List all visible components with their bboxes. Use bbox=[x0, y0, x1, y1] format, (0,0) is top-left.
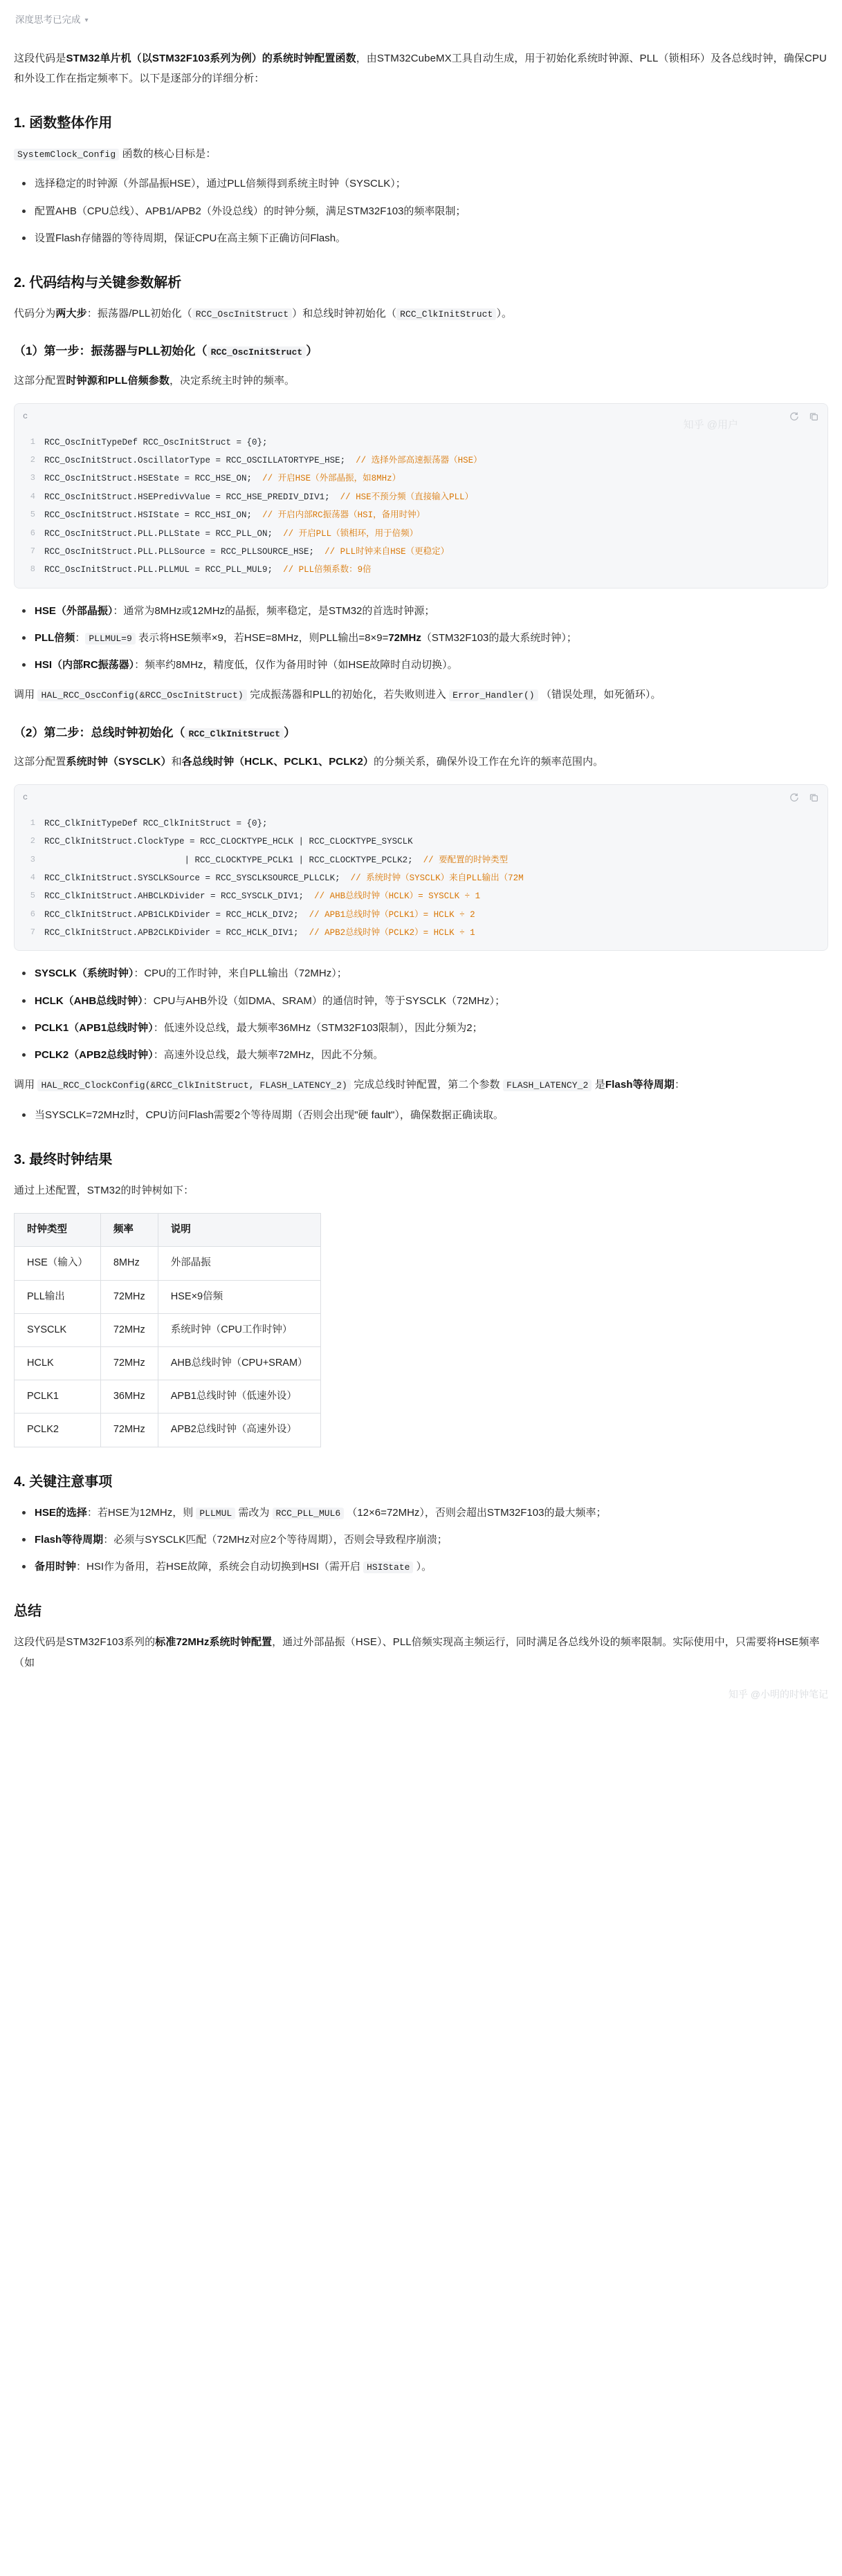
code-text: RCC_ClkInitStruct.APB2CLKDivider = RCC_HCLK_DIV1; bbox=[44, 928, 299, 938]
cell-frequency: 36MHz bbox=[100, 1380, 158, 1414]
func-name-code: SystemClock_Config bbox=[14, 149, 119, 160]
step2-title-code: RCC_ClkInitStruct bbox=[185, 728, 284, 740]
code-line bbox=[15, 470, 827, 488]
after-a: 调用 bbox=[14, 689, 35, 701]
line-source bbox=[44, 833, 827, 851]
code-text: RCC_ClkInitStruct.AHBCLKDivider = RCC_SYSCLK_DIV1; bbox=[44, 891, 304, 902]
s2-lead-d: ）和总线时钟初始化（ bbox=[292, 308, 397, 320]
code-block-body bbox=[15, 429, 827, 588]
step2-desc-a: 这部分配置 bbox=[14, 755, 66, 768]
col-header-frequency: 频率 bbox=[100, 1214, 158, 1247]
code-comment: // 要配置的时钟类型 bbox=[423, 855, 509, 865]
code-line bbox=[15, 506, 827, 524]
line-source bbox=[44, 815, 827, 833]
code-text: RCC_OscInitStruct.HSIState = RCC_HSI_ON; bbox=[44, 510, 253, 521]
cell-description: 外部晶振 bbox=[158, 1247, 320, 1280]
pllmul-code: PLLMUL bbox=[196, 1508, 235, 1519]
code-line bbox=[15, 488, 827, 506]
table-row bbox=[15, 1280, 321, 1313]
footer-watermark: 知乎 @小明的时钟笔记 bbox=[728, 1688, 828, 1700]
summary-paragraph bbox=[14, 1632, 828, 1673]
step1-desc-a: 这部分配置 bbox=[14, 374, 66, 387]
list-item bbox=[32, 174, 828, 194]
list-item-bold: HSI（内部RC振荡器） bbox=[35, 659, 135, 671]
clk-struct-code: RCC_ClkInitStruct bbox=[396, 308, 496, 320]
step2-desc-d: 各总线时钟（HCLK、PCLK1、PCLK2） bbox=[181, 755, 374, 768]
col-header-description: 说明 bbox=[158, 1214, 320, 1247]
line-source bbox=[44, 869, 827, 887]
code-text: RCC_OscInitStruct.PLL.PLLState = RCC_PLL_ON; bbox=[44, 528, 273, 539]
flash-latency-note-list bbox=[14, 1105, 828, 1125]
list-item-text: ：CPU与AHB外设（如DMA、SRAM）的通信时钟，等于SYSCLK（72MHz）； bbox=[143, 994, 506, 1007]
code-comment: // APB2总线时钟（PCLK2）= HCLK ÷ 1 bbox=[309, 928, 475, 938]
code-text: RCC_OscInitStruct.HSEState = RCC_HSE_ON; bbox=[44, 474, 253, 484]
line-source bbox=[44, 887, 827, 905]
code-line bbox=[15, 561, 827, 579]
line-number: 4 bbox=[30, 491, 35, 501]
cell-clock-type: PCLK1 bbox=[15, 1380, 101, 1414]
step2-desc-e: 的分频关系，确保外设工作在允许的频率范围内。 bbox=[373, 755, 604, 768]
step1-title-a: （1）第一步：振荡器与PLL初始化（ bbox=[14, 344, 208, 358]
list-item-text-c: （12×6=72MHz），否则会超出STM32F103的最大频率； bbox=[347, 1506, 607, 1519]
line-number: 3 bbox=[30, 854, 35, 864]
list-item-text: ：通常为8MHz或12MHz的晶振，频率稳定，是STM32的首选时钟源； bbox=[113, 604, 435, 617]
summary-c: ，通过外部晶振（HSE）、PLL倍频实现高主频运行，同时满足各总线外设的频率限制。实际使用中，只需要将HSE频率（如 bbox=[14, 1636, 820, 1669]
chevron-down-icon[interactable]: ▾ bbox=[84, 17, 89, 25]
table-row bbox=[15, 1247, 321, 1280]
line-number: 5 bbox=[30, 510, 35, 520]
hal-clock-config-code: HAL_RCC_ClockConfig(&RCC_ClkInitStruct, FLASH_LATENCY_2) bbox=[37, 1079, 350, 1091]
code-text: RCC_ClkInitStruct.APB1CLKDivider = RCC_HCLK_DIV2; bbox=[44, 909, 299, 920]
step2-desc bbox=[14, 752, 828, 772]
line-number: 2 bbox=[30, 455, 35, 465]
s2-lead-b: 两大步 bbox=[55, 308, 87, 320]
line-source bbox=[44, 851, 827, 869]
list-item-bold: HSE（外部晶振） bbox=[35, 604, 113, 617]
list-item bbox=[32, 1503, 828, 1523]
cell-frequency: 8MHz bbox=[100, 1247, 158, 1280]
step1-bullet-list bbox=[14, 601, 828, 676]
line-number: 1 bbox=[30, 436, 35, 447]
code-line bbox=[15, 452, 827, 470]
cell-frequency: 72MHz bbox=[100, 1313, 158, 1346]
thinking-label: 深度思考已完成 bbox=[15, 15, 81, 25]
intro-text-c: ，由STM32CubeMX工具自动生成，用于初始化系统时钟源、PLL（锁相环）及各总线时钟，确保CPU和外设工作在指定频率下。以下是逐部分的详细分析： bbox=[14, 52, 827, 84]
step1-desc bbox=[14, 371, 828, 391]
list-item-text-a: ：必须与SYSCLK匹配（72MHz对应2个等待周期），否则会导致程序崩溃； bbox=[103, 1533, 448, 1546]
list-item-bold: PLL倍频 bbox=[35, 631, 75, 644]
list-item bbox=[32, 201, 828, 221]
list-item-bold: PCLK2（APB2总线时钟） bbox=[35, 1049, 154, 1062]
list-item-text-2: （STM32F103的最大系统时钟）； bbox=[421, 631, 577, 644]
section-1-title: 1. 函数整体作用 bbox=[14, 115, 113, 131]
code-text: | RCC_CLOCKTYPE_PCLK1 | RCC_CLOCKTYPE_PCLK2; bbox=[44, 855, 413, 865]
clock-result-table bbox=[14, 1213, 321, 1447]
line-number: 7 bbox=[30, 927, 35, 938]
flash-latency-code: FLASH_LATENCY_2 bbox=[503, 1079, 592, 1091]
after-c: 是 bbox=[594, 1079, 605, 1091]
code-comment: // PLL倍频系数：9倍 bbox=[283, 565, 372, 575]
line-number: 5 bbox=[30, 891, 35, 901]
line-source bbox=[44, 506, 827, 524]
code-block-osc-init bbox=[14, 403, 828, 589]
list-item bbox=[32, 228, 828, 248]
code-line bbox=[15, 815, 827, 833]
section-2-step-2-title bbox=[14, 723, 828, 742]
step1-desc-c: ，决定系统主时钟的频率。 bbox=[169, 374, 295, 387]
code-comment: // PLL时钟来自HSE（更稳定） bbox=[324, 546, 450, 557]
table-row bbox=[15, 1313, 321, 1346]
list-item-text: ：CPU的工作时钟，来自PLL输出（72MHz）； bbox=[134, 967, 347, 980]
step1-title-b: ） bbox=[306, 344, 318, 358]
s2-lead-a: 代码分为 bbox=[14, 308, 56, 320]
cell-description: HSE×9倍频 bbox=[158, 1280, 320, 1313]
osc-struct-code: RCC_OscInitStruct bbox=[192, 308, 292, 320]
code-lines-table-1 bbox=[15, 434, 827, 580]
after-bold: Flash等待周期 bbox=[605, 1079, 675, 1091]
intro-text-a: 这段代码是 bbox=[14, 52, 66, 64]
step1-after-paragraph bbox=[14, 685, 828, 705]
section-1-lead bbox=[14, 144, 828, 164]
list-item-text: 配置AHB（CPU总线）、APB1/APB2（外设总线）的时钟分频，满足STM32F103的频率限制； bbox=[35, 205, 466, 217]
step2-desc-c: 和 bbox=[171, 755, 182, 768]
copy-icon[interactable] bbox=[809, 411, 819, 422]
code-text: RCC_ClkInitStruct.SYSCLKSource = RCC_SYSCLKSOURCE_PLLCLK; bbox=[44, 873, 340, 883]
code-language-label: c bbox=[23, 793, 28, 803]
code-text: RCC_ClkInitTypeDef RCC_ClkInitStruct = {0}; bbox=[44, 818, 268, 828]
line-source bbox=[44, 525, 827, 543]
list-item bbox=[32, 1530, 828, 1550]
list-item-bold: HSE的选择 bbox=[35, 1506, 87, 1519]
code-comment: // 开启PLL（锁相环，用于倍频） bbox=[283, 528, 419, 539]
section-1-lead-text: 函数的核心目标是： bbox=[122, 148, 217, 160]
refresh-icon[interactable] bbox=[789, 411, 799, 422]
line-source bbox=[44, 470, 827, 488]
list-item-text-a: ：HSI作为备用，若HSE故障，系统会自动切换到HSI（需开启 bbox=[76, 1561, 360, 1573]
list-item-text: ：高速外设总线，最大频率72MHz，因此不分频。 bbox=[153, 1049, 384, 1062]
cell-frequency: 72MHz bbox=[100, 1346, 158, 1380]
intro-paragraph bbox=[14, 48, 828, 89]
step2-bullet-list bbox=[14, 963, 828, 1065]
copy-icon[interactable] bbox=[809, 793, 819, 803]
code-text: RCC_OscInitStruct.PLL.PLLSource = RCC_PLLSOURCE_HSE; bbox=[44, 546, 315, 557]
line-number: 6 bbox=[30, 528, 35, 538]
code-language-label: c bbox=[23, 411, 28, 421]
line-source bbox=[44, 488, 827, 506]
refresh-icon[interactable] bbox=[789, 793, 799, 803]
code-comment: // 开启内部RC振荡器（HSI，备用时钟） bbox=[262, 510, 425, 521]
code-comment: // 系统时钟（SYSCLK）来自PLL输出（72M bbox=[350, 873, 524, 883]
list-item-text: ：频率约8MHz，精度低，仅作为备用时钟（如HSE故障时自动切换）。 bbox=[134, 659, 458, 671]
thinking-status-bar[interactable] bbox=[14, 7, 828, 39]
section-1-bullet-list bbox=[14, 174, 828, 248]
list-item-bold: 备用时钟 bbox=[35, 1561, 77, 1573]
list-item-text: 表示将HSE频率×9，若HSE=8MHz，则PLL输出=8×9= bbox=[138, 631, 389, 644]
code-block-header bbox=[15, 404, 827, 429]
list-item-text: 当SYSCLK=72MHz时，CPU访问Flash需要2个等待周期（否则会出现"硬 fault"），确保数据正确读取。 bbox=[35, 1109, 504, 1121]
code-block-clk-init bbox=[14, 784, 828, 951]
summary-a: 这段代码是STM32F103系列的 bbox=[14, 1636, 156, 1649]
code-line bbox=[15, 887, 827, 905]
list-item-bold: Flash等待周期 bbox=[35, 1533, 104, 1546]
after-c: （错误处理，如死循环）。 bbox=[540, 689, 661, 701]
section-5-title: 总结 bbox=[14, 1604, 42, 1620]
s2-lead-c: ：振荡器/PLL初始化（ bbox=[86, 308, 192, 320]
list-item bbox=[32, 655, 828, 675]
list-item-bold: PCLK1（APB1总线时钟） bbox=[35, 1021, 154, 1034]
line-number: 1 bbox=[30, 817, 35, 828]
cell-description: AHB总线时钟（CPU+SRAM） bbox=[158, 1346, 320, 1380]
code-line bbox=[15, 851, 827, 869]
code-comment: // AHB总线时钟（HCLK）= SYSCLK ÷ 1 bbox=[314, 891, 481, 902]
after-b: 完成总线时钟配置，第二个参数 bbox=[354, 1079, 500, 1091]
watermark-text: 知乎 @用户 bbox=[683, 418, 738, 431]
section-2-title: 2. 代码结构与关键参数解析 bbox=[14, 275, 182, 291]
list-item-text: 选择稳定的时钟源（外部晶振HSE），通过PLL倍频得到系统主时钟（SYSCLK）； bbox=[35, 178, 406, 190]
list-item: PLL倍频： PLLMUL=9 表示将HSE频率×9，若HSE=8MHz，则PLL输出=8×9=72MHz（STM32F103的最大系统时钟）； bbox=[32, 628, 828, 648]
after-b: 完成振荡器和PLL的初始化，若失败则进入 bbox=[250, 689, 446, 701]
intro-text-bold: STM32单片机（以STM32F103系列为例）的系统时钟配置函数 bbox=[66, 52, 356, 64]
section-3-lead: 通过上述配置，STM32的时钟树如下： bbox=[14, 1184, 194, 1196]
step2-after-paragraph bbox=[14, 1075, 828, 1095]
line-source bbox=[44, 906, 827, 924]
code-text: RCC_ClkInitStruct.ClockType = RCC_CLOCKTYPE_HCLK | RCC_CLOCKTYPE_SYSCLK bbox=[44, 837, 413, 847]
code-actions[interactable] bbox=[789, 411, 819, 422]
code-block-body bbox=[15, 810, 827, 951]
error-handler-code: Error_Handler() bbox=[449, 689, 538, 701]
step2-title-b: ） bbox=[284, 725, 296, 739]
code-lines-table-2 bbox=[15, 815, 827, 943]
list-item-text: ：低速外设总线，最大频率36MHz（STM32F103限制），因此分频为2； bbox=[153, 1021, 483, 1034]
line-number: 2 bbox=[30, 836, 35, 846]
list-item bbox=[32, 1045, 828, 1065]
pllmul-code: PLLMUL=9 bbox=[85, 633, 135, 645]
list-item-bold: SYSCLK（系统时钟） bbox=[35, 967, 134, 980]
line-source bbox=[44, 452, 827, 470]
hsistate-code: HSIState bbox=[363, 1562, 413, 1573]
section-4-title: 4. 关键注意事项 bbox=[14, 1474, 113, 1490]
after-d: ： bbox=[674, 1079, 686, 1091]
list-item bbox=[32, 963, 828, 983]
code-line bbox=[15, 434, 827, 452]
step1-desc-b: 时钟源和PLL倍频参数 bbox=[66, 374, 170, 387]
code-line bbox=[15, 833, 827, 851]
code-comment: // HSE不预分频（直接输入PLL） bbox=[340, 492, 474, 502]
section-2-step-1-title bbox=[14, 342, 828, 360]
line-number: 7 bbox=[30, 546, 35, 556]
line-source bbox=[44, 434, 827, 452]
s2-lead-e: ）。 bbox=[496, 308, 513, 320]
after-a: 调用 bbox=[14, 1079, 35, 1091]
section-4-bullet-list bbox=[14, 1503, 828, 1577]
step2-title-a: （2）第二步：总线时钟初始化（ bbox=[14, 725, 185, 739]
list-item-bold-2: 72MHz bbox=[388, 631, 421, 644]
cell-clock-type: PLL输出 bbox=[15, 1280, 101, 1313]
line-source bbox=[44, 561, 827, 579]
list-item-bold: HCLK（AHB总线时钟） bbox=[35, 994, 143, 1007]
cell-frequency: 72MHz bbox=[100, 1280, 158, 1313]
cell-clock-type: HCLK bbox=[15, 1346, 101, 1380]
line-number: 3 bbox=[30, 473, 35, 483]
line-source bbox=[44, 543, 827, 561]
col-header-clock-type: 时钟类型 bbox=[15, 1214, 101, 1247]
step1-title-code: RCC_OscInitStruct bbox=[208, 346, 306, 358]
summary-b: 标准72MHz系统时钟配置 bbox=[155, 1636, 273, 1649]
code-line bbox=[15, 906, 827, 924]
pll-mul6-code: RCC_PLL_MUL6 bbox=[273, 1508, 345, 1519]
table-header-row bbox=[15, 1214, 321, 1247]
code-block-header bbox=[15, 785, 827, 810]
step2-desc-b: 系统时钟（SYSCLK） bbox=[66, 755, 172, 768]
list-item bbox=[32, 601, 828, 621]
hal-osc-config-code: HAL_RCC_OscConfig(&RCC_OscInitStruct) bbox=[37, 689, 246, 701]
cell-frequency: 72MHz bbox=[100, 1414, 158, 1447]
code-comment: // 选择外部高速振荡器（HSE） bbox=[356, 456, 482, 465]
line-number: 8 bbox=[30, 564, 35, 575]
table-row bbox=[15, 1346, 321, 1380]
table-row bbox=[15, 1414, 321, 1447]
section-3-title: 3. 最终时钟结果 bbox=[14, 1151, 113, 1167]
list-item bbox=[32, 1018, 828, 1038]
cell-description: APB2总线时钟（高速外设） bbox=[158, 1414, 320, 1447]
cell-clock-type: SYSCLK bbox=[15, 1313, 101, 1346]
section-2-lead bbox=[14, 304, 828, 324]
list-item-text-b: ）。 bbox=[416, 1561, 432, 1573]
list-item-text: 设置Flash存储器的等待周期，保证CPU在高主频下正确访问Flash。 bbox=[35, 232, 347, 244]
line-source bbox=[44, 924, 827, 942]
code-text: RCC_OscInitStruct.HSEPredivValue = RCC_HSE_PREDIV_DIV1; bbox=[44, 492, 330, 502]
code-text: RCC_OscInitTypeDef RCC_OscInitStruct = {0}; bbox=[44, 437, 268, 447]
code-actions[interactable] bbox=[789, 793, 819, 803]
line-number: 6 bbox=[30, 909, 35, 919]
list-item bbox=[32, 1557, 828, 1577]
code-line bbox=[15, 869, 827, 887]
line-number: 4 bbox=[30, 872, 35, 882]
code-line bbox=[15, 525, 827, 543]
code-text: RCC_OscInitStruct.OscillatorType = RCC_OSCILLATORTYPE_HSE; bbox=[44, 456, 346, 465]
code-text: RCC_OscInitStruct.PLL.PLLMUL = RCC_PLL_MUL9; bbox=[44, 565, 273, 575]
cell-description: 系统时钟（CPU工作时钟） bbox=[158, 1313, 320, 1346]
code-line bbox=[15, 924, 827, 942]
code-line bbox=[15, 543, 827, 561]
list-item bbox=[32, 1105, 828, 1125]
list-item-text-a: ：若HSE为12MHz，则 bbox=[86, 1506, 194, 1519]
code-comment: // APB1总线时钟（PCLK1）= HCLK ÷ 2 bbox=[309, 909, 475, 920]
list-item bbox=[32, 991, 828, 1011]
list-item-text-b: 需改为 bbox=[238, 1506, 270, 1519]
cell-clock-type: PCLK2 bbox=[15, 1414, 101, 1447]
cell-description: APB1总线时钟（低速外设） bbox=[158, 1380, 320, 1414]
code-comment: // 开启HSE（外部晶振，如8MHz） bbox=[262, 474, 401, 484]
table-row bbox=[15, 1380, 321, 1414]
cell-clock-type: HSE（输入） bbox=[15, 1247, 101, 1280]
